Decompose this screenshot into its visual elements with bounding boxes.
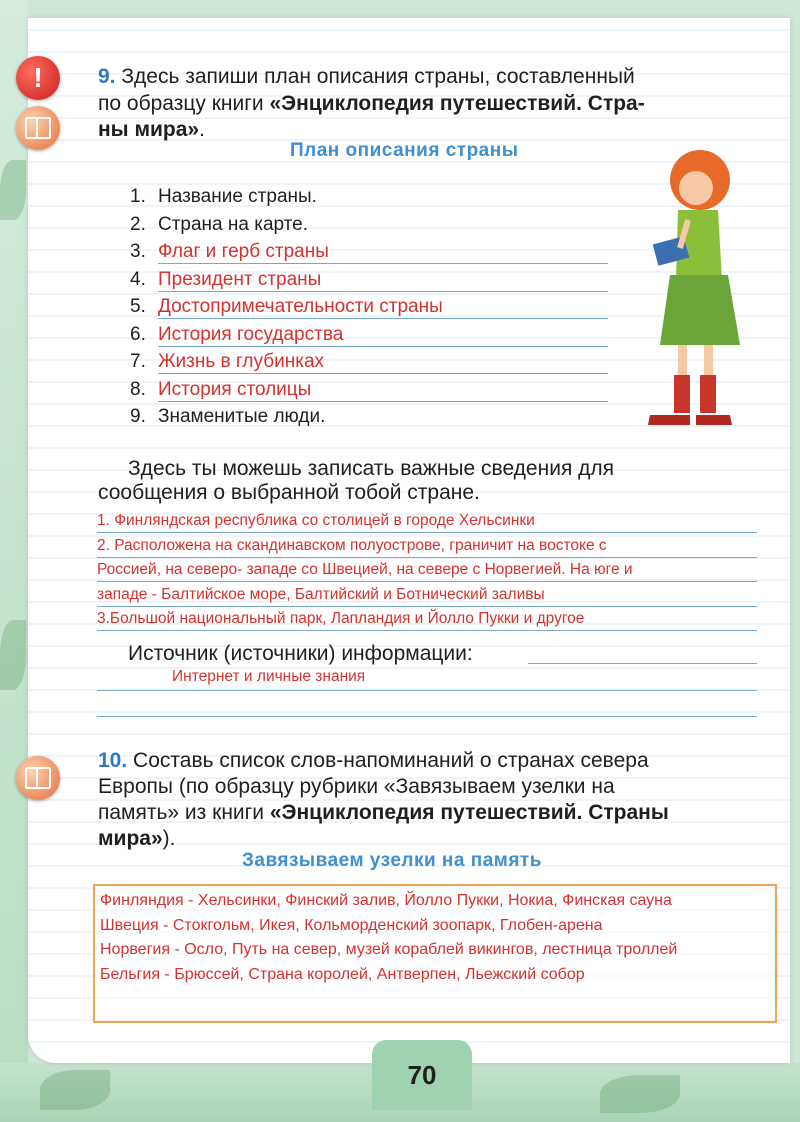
keyword-line: Бельгия - Брюссей, Страна королей, Антверпен, Льежский собор <box>100 965 585 983</box>
exercise10-number: 10. <box>98 749 128 772</box>
exercise10-line4 <box>98 826 758 852</box>
plan-item-answer: Жизнь в глубинках <box>158 351 325 372</box>
book-title: «Энциклопедия путешествий. Страны <box>269 801 669 824</box>
keyword-line: Швеция - Стокгольм, Икея, Кольморденский зоопарк, Глобен-арена <box>100 916 603 934</box>
exercise9-line2 <box>98 91 758 117</box>
source-answer: Интернет и личные знания <box>172 668 366 685</box>
exercise9-number: 9. <box>98 65 116 88</box>
keyword-line: Финляндия - Хельсинки, Финский залив, Йолло Пукки, Нокиа, Финская сауна <box>100 892 672 909</box>
plan-item-number: 3. <box>130 241 146 262</box>
girl-illustration <box>630 140 750 430</box>
plan-item-number: 2. <box>130 213 146 235</box>
writing-line <box>97 716 757 717</box>
writing-line <box>97 690 757 691</box>
exercise9-text: Здесь запиши план описания страны, составленный <box>121 65 635 88</box>
plan-item-answer: История столицы <box>158 378 312 400</box>
plan-item <box>130 263 321 291</box>
plan-item-number: 6. <box>130 323 146 345</box>
exercise10-text: ). <box>162 827 176 850</box>
plan-item-answer: Достопримечательности страны <box>158 296 443 317</box>
book-icon <box>16 106 60 150</box>
plan-item <box>130 208 308 236</box>
plan-item <box>130 318 343 346</box>
book-title: «Энциклопедия путешествий. Стра- <box>269 92 645 115</box>
plan-item-answer: История государства <box>158 323 344 345</box>
knots-title: Завязываем узелки на память <box>242 850 542 871</box>
exercise10-line1 <box>98 748 758 774</box>
exercise9-text: . <box>199 118 205 141</box>
writing-line <box>97 630 757 631</box>
exercise9-text: по образцу книги <box>98 92 270 115</box>
leaf-decor <box>0 620 26 690</box>
writing-line <box>97 581 757 582</box>
plan-title: План описания страны <box>290 140 519 161</box>
leaf-decor <box>600 1075 680 1113</box>
plan-item-number: 7. <box>130 351 146 372</box>
plan-item <box>130 290 443 318</box>
exercise10-text: память» из книги <box>98 801 270 824</box>
info-answer-line: 1. Финляндская республика со столицей в городе Хельсинки <box>97 512 535 529</box>
info-answer-line: Россией, на северо- западе со Швецией, на севере с Норвегией. На юге и <box>97 561 633 578</box>
source-label: Источник (источники) информации: <box>128 642 473 665</box>
plan-item <box>130 373 311 401</box>
plan-item-number: 8. <box>130 378 146 400</box>
plan-item <box>130 345 324 373</box>
plan-item-text: Знаменитые люди. <box>158 406 326 427</box>
writing-line <box>528 663 757 664</box>
info-prompt-line1: Здесь ты можешь записать важные сведения для <box>128 457 615 480</box>
plan-item <box>130 400 325 428</box>
book-title: мира» <box>98 827 163 850</box>
plan-item-number: 9. <box>130 406 146 427</box>
page-number: 70 <box>372 1040 472 1110</box>
attention-icon: ! <box>16 56 60 100</box>
book-title: ны мира» <box>98 118 200 141</box>
exercise9-line1 <box>98 64 758 90</box>
plan-item-number: 1. <box>130 186 146 207</box>
plan-item-text: Название страны. <box>158 186 317 207</box>
info-answer-line: 3.Большой национальный парк, Лапландия и Йолло Пукки и другое <box>97 610 585 627</box>
exercise10-line2: Европы (по образцу рубрики «Завязываем узелки на <box>98 775 615 798</box>
exercise10-text: Составь список слов-напоминаний о странах севера <box>133 749 649 772</box>
plan-item <box>130 180 317 208</box>
book-icon <box>16 756 60 800</box>
plan-item <box>130 235 329 263</box>
plan-item-text: Страна на карте. <box>158 213 309 235</box>
info-answer-line: западе - Балтийское море, Балтийский и Ботнический заливы <box>97 585 545 603</box>
info-prompt-line2: сообщения о выбранной тобой стране. <box>98 481 480 504</box>
plan-item-answer: Флаг и герб страны <box>158 241 329 262</box>
info-answer-line: 2. Расположена на скандинавском полуострове, граничит на востоке с <box>97 536 607 554</box>
keyword-line: Норвегия - Осло, Путь на север, музей кораблей викингов, лестница троллей <box>100 941 678 958</box>
writing-line <box>97 532 757 533</box>
plan-item-number: 4. <box>130 268 146 290</box>
plan-item-answer: Президент страны <box>158 268 322 290</box>
plan-item-number: 5. <box>130 296 146 317</box>
leaf-decor <box>0 160 26 220</box>
exercise10-line3 <box>98 800 758 826</box>
writing-line <box>97 557 757 558</box>
writing-line <box>97 606 757 607</box>
leaf-decor <box>40 1070 110 1110</box>
